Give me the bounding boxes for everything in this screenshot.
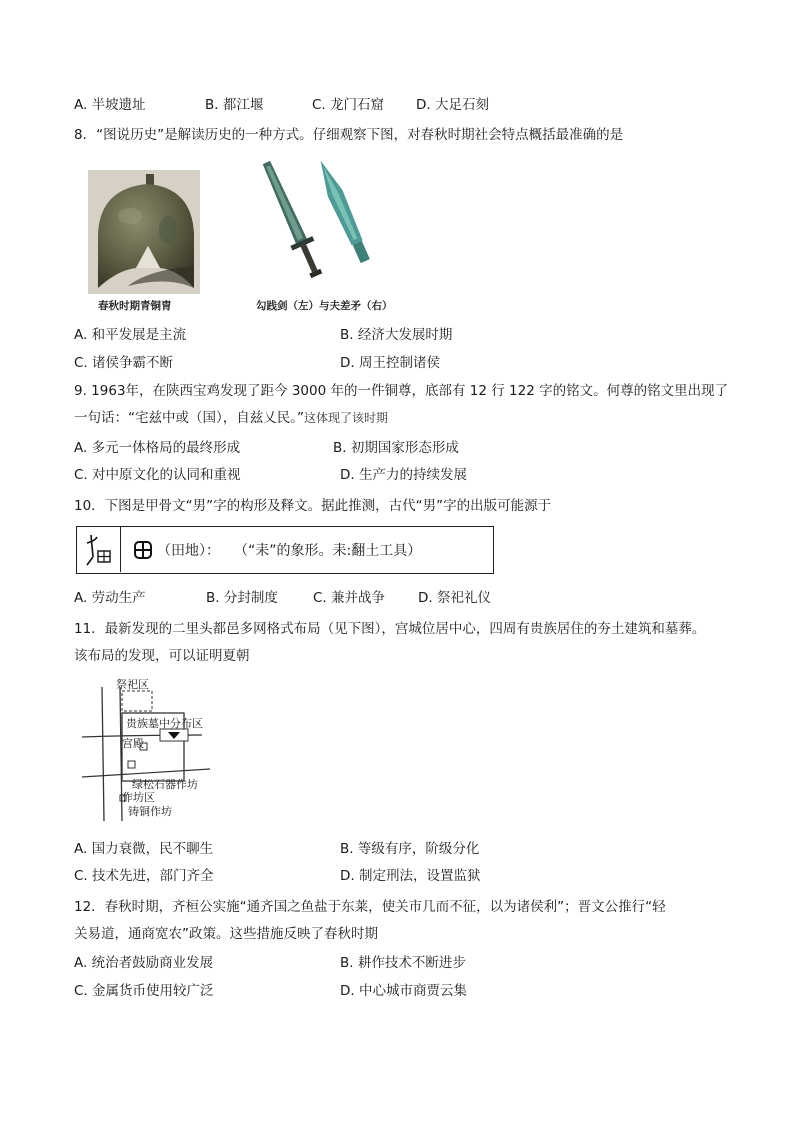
q9-option-d: D. 生产力的持续发展 — [340, 467, 467, 483]
nan-oracle-glyph — [77, 527, 121, 572]
q11-option-b: B. 等级有序，阶级分化 — [340, 841, 480, 857]
q9-option-b: B. 初期国家形态形成 — [333, 440, 459, 456]
q9-option-c: C. 对中原文化的认同和重视 — [74, 467, 241, 483]
q8-option-c: C. 诸侯争霸不断 — [74, 355, 174, 371]
q8-option-d: D. 周王控制诸侯 — [340, 355, 440, 371]
map-label-noble-tombs: 贵族墓中分布区 — [126, 717, 203, 730]
q11-option-c: C. 技术先进，部门齐全 — [74, 868, 214, 884]
q9-option-a: A. 多元一体格局的最终形成 — [74, 440, 241, 456]
q7-option-d: D. 大足石刻 — [416, 97, 489, 113]
q11-line-2: 该布局的发现，可以证明夏朝 — [74, 648, 250, 664]
q12-line-1: 12．春秋时期，齐桓公实施“通齐国之鱼盐于东莱，使关市几而不征，以为诸侯利”；晋文公推行“轻 — [74, 899, 666, 915]
q11-line-1: 11．最新发现的二里头都邑多网格式布局（见下图），宫城位居中心，四周有贵族居住的夯土建筑和墓葬。 — [74, 621, 706, 637]
glyph-explanation: （田地）： （“耒”的象形。耒:翻土工具） — [157, 543, 422, 559]
q9-tail: 这体现了该时期 — [304, 411, 389, 425]
q10-option-d: D. 祭祀礼仪 — [418, 590, 491, 606]
q8-option-b: B. 经济大发展时期 — [340, 327, 453, 343]
bronze-helmet-image — [88, 170, 200, 294]
helmet-caption: 春秋时期青铜胄 — [98, 300, 172, 312]
q12-option-a: A. 统治者鼓励商业发展 — [74, 955, 214, 971]
q9-quote: 一句话：“宅兹中或（国），自兹乂民。” — [74, 410, 304, 426]
q10-stem: 10．下图是甲骨文“男”字的构形及释文。据此推测，古代“男”字的出版可能源于 — [74, 498, 552, 514]
q9-line-2 — [74, 409, 388, 427]
erlitou-layout-map — [82, 673, 222, 821]
q7-option-b: B. 都江堰 — [205, 97, 264, 113]
sword-spear-image — [252, 155, 377, 285]
q8-stem: 8．“图说历史”是解读历史的一种方式。仔细观察下图，对春秋时期社会特点概括最准确的是 — [74, 127, 624, 143]
q8-option-a: A. 和平发展是主流 — [74, 327, 187, 343]
map-label-workshop-area: 作坊区 — [122, 791, 155, 804]
q12-option-c: C. 金属货币使用较广泛 — [74, 983, 214, 999]
map-label-palace: 宫殿 — [122, 737, 144, 750]
q10-option-a: A. 劳动生产 — [74, 590, 146, 606]
map-label-sacrifice-zone: 祭祀区 — [116, 678, 149, 691]
sword-caption: 勾践剑（左）与夫差矛（右） — [256, 300, 393, 312]
q7-option-c: C. 龙门石窟 — [312, 97, 385, 113]
q12-option-b: B. 耕作技术不断进步 — [340, 955, 466, 971]
q7-option-a: A. 半坡遗址 — [74, 97, 146, 113]
map-label-turquoise-workshop: 绿松石器作坊 — [132, 778, 198, 791]
q12-line-2: 关易道，通商宽农”政策。这些措施反映了春秋时期 — [74, 926, 378, 942]
q12-option-d: D. 中心城市商贾云集 — [340, 983, 467, 999]
q11-option-a: A. 国力衰微，民不聊生 — [74, 841, 214, 857]
q9-line-1: 9. 1963年，在陕西宝鸡发现了距今 3000 年的一件铜尊，底部有 12 行 122 字的铭文。何尊的铭文里出现了 — [74, 383, 729, 399]
tian-field-glyph — [133, 540, 153, 560]
q10-option-c: C. 兼并战争 — [313, 590, 386, 606]
q11-option-d: D. 制定刑法，设置监狱 — [340, 868, 481, 884]
oracle-bone-glyph-table — [76, 526, 494, 574]
map-label-bronze-workshop: 铸铜作坊 — [128, 805, 172, 818]
q10-option-b: B. 分封制度 — [206, 590, 278, 606]
